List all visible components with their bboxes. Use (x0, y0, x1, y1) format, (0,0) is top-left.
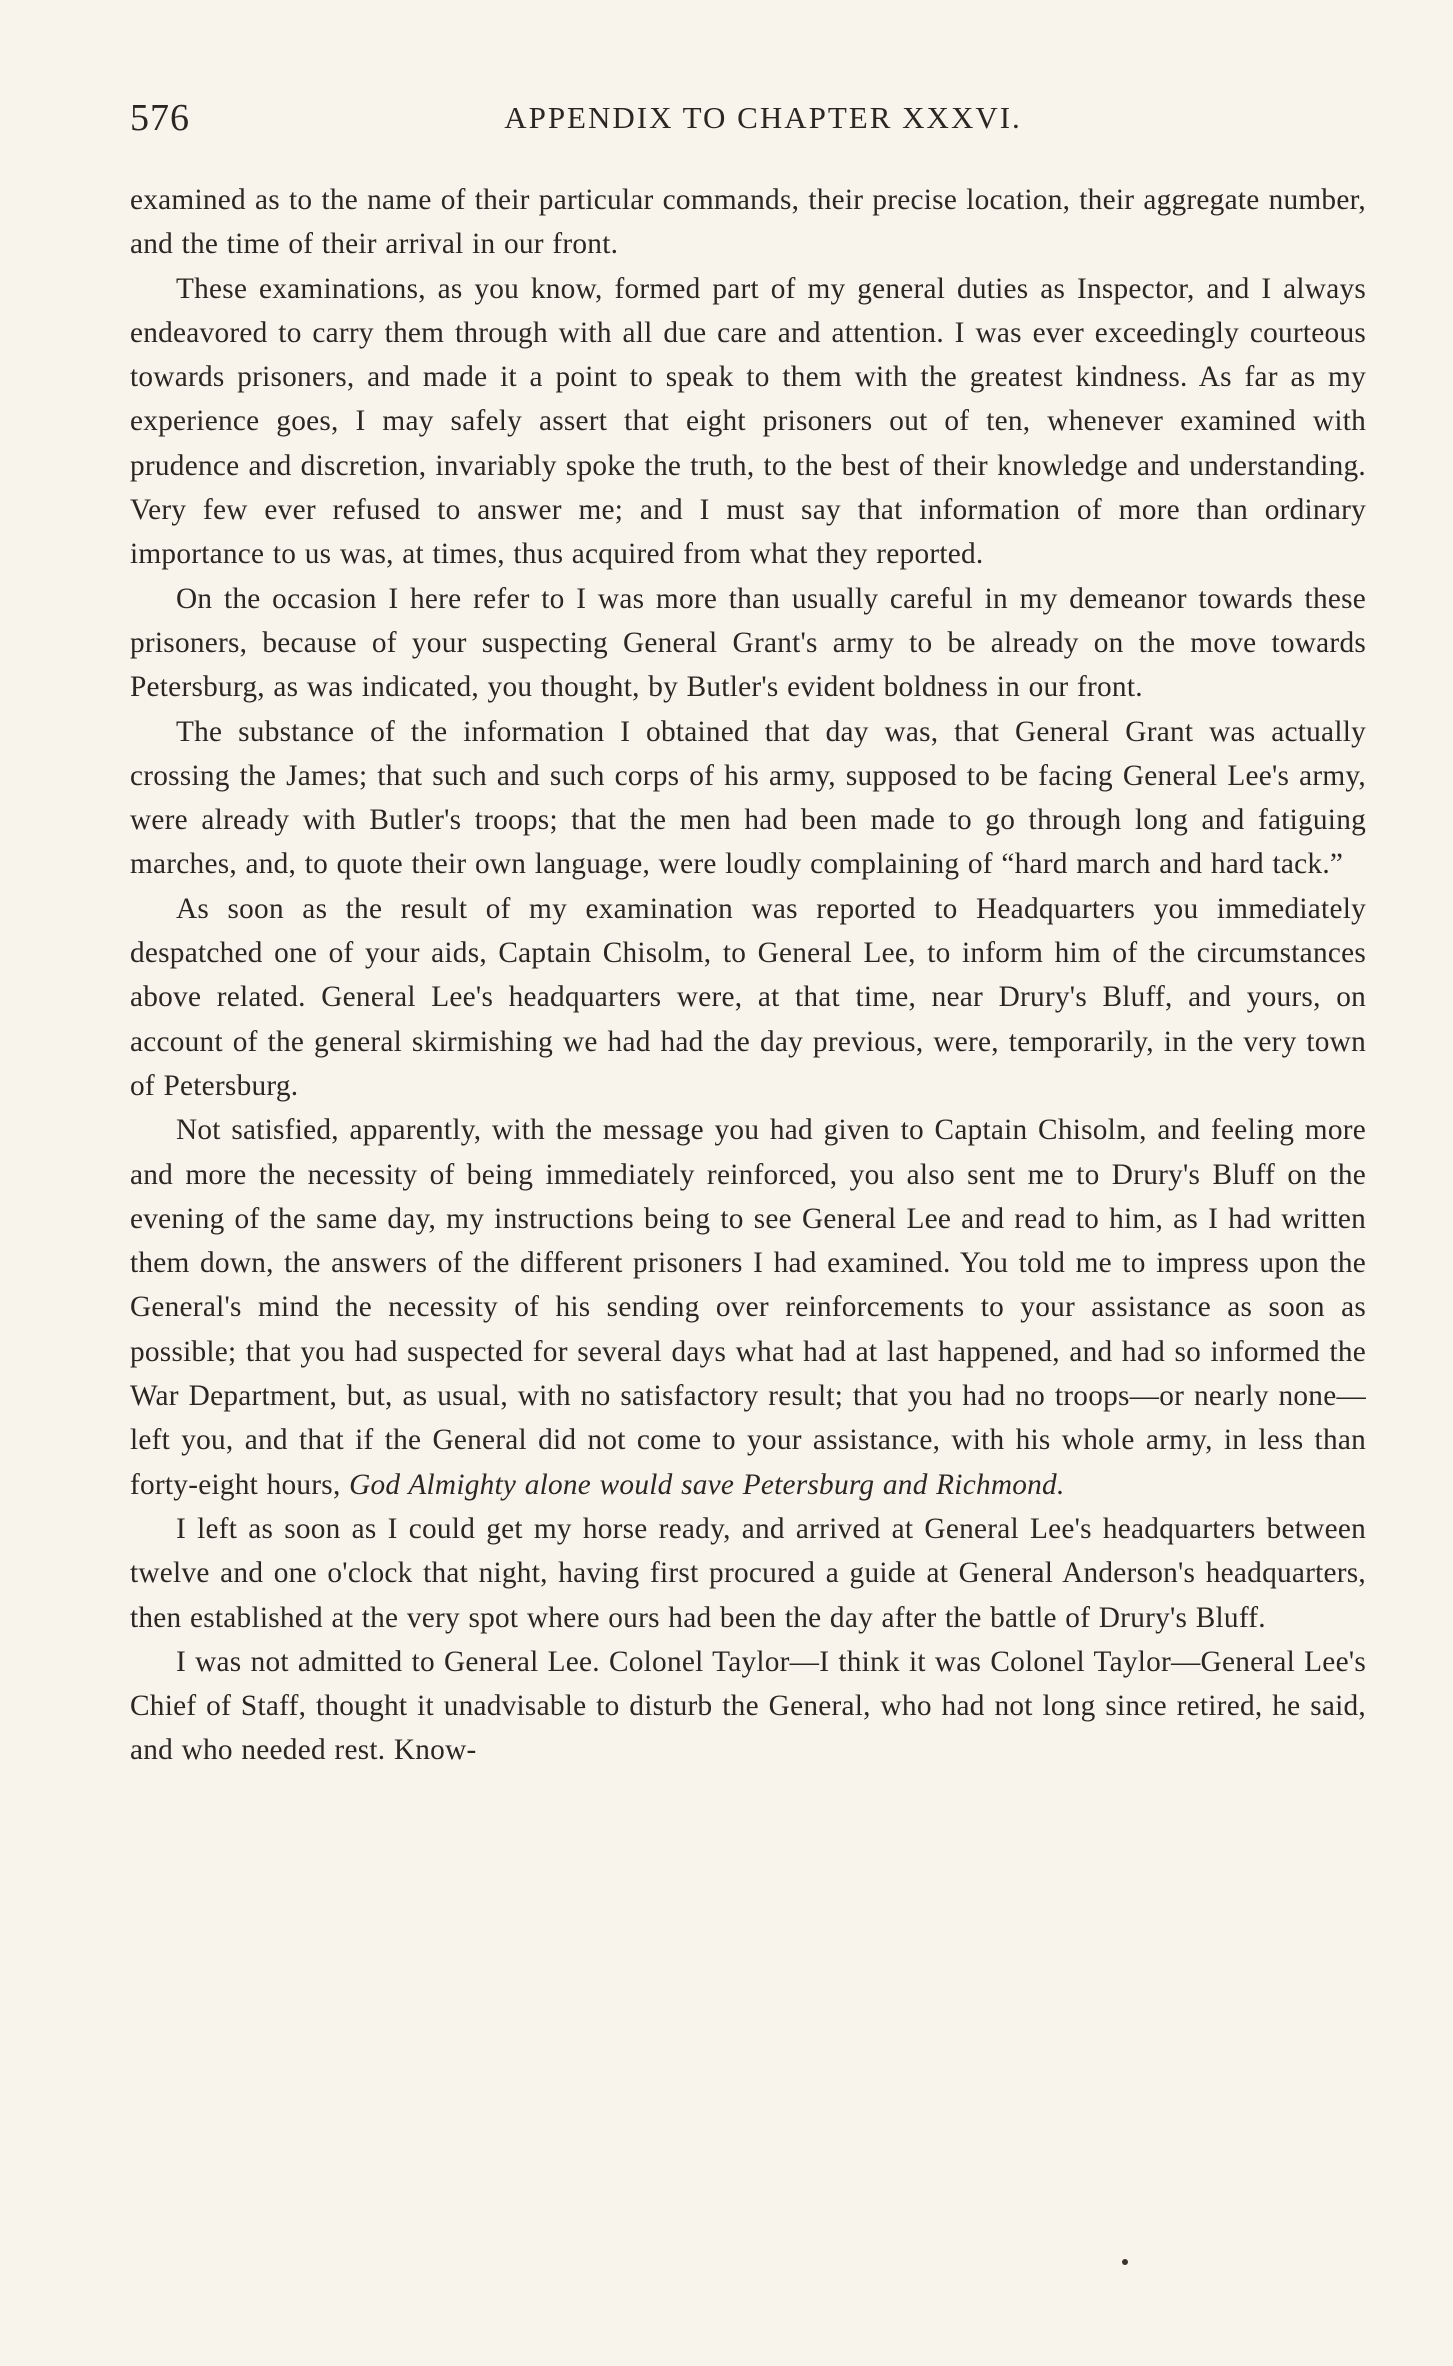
paragraph-8: I was not admitted to General Lee. Colonel Taylor—I think it was Colonel Taylor—General Lee's Chief of Staff, thought it unadvisable to disturb the General, who had not long since retired, he said, and who needed rest. Know- (130, 1645, 1366, 1767)
body-text (130, 178, 1366, 1773)
ink-speck (1122, 2259, 1128, 2265)
paragraph-4: The substance of the information I obtained that day was, that General Grant was actually crossing the James; that such and such corps of his army, supposed to be facing General Lee's army, were already with Butler's troops; that the men had been made to go through long and fatiguing marches, and, to quote their own language, were loudly complaining of “hard march and hard tack.” (130, 715, 1366, 881)
page-number: 576 (130, 97, 190, 139)
page-header (130, 88, 1366, 148)
paragraph-1: examined as to the name of their particular commands, their precise location, their aggregate number, and the time of their arrival in our front. (130, 184, 1366, 261)
running-head: APPENDIX TO CHAPTER XXXVI. (504, 100, 1022, 135)
paragraph-3: On the occasion I here refer to I was more than usually careful in my demeanor towards these prisoners, because of your suspecting General Grant's army to be already on the move towards Petersburg, as was indicated, you thought, by Butler's evident boldness in our front. (130, 582, 1366, 704)
paragraph-6-italic: God Almighty alone would save Petersburg and Richmond. (349, 1468, 1065, 1501)
paragraph-5: As soon as the result of my examination was reported to Headquarters you immediately despatched one of your aids, Captain Chisolm, to General Lee, to inform him of the circumstances above related. General Lee's headquarters were, at that time, near Drury's Bluff, and yours, on account of the general skirmishing we had had the day previous, were, temporarily, in the very town of Petersburg. (130, 892, 1366, 1102)
paragraph-2: These examinations, as you know, formed part of my general duties as Inspector, and I always endeavored to carry them through with all due care and attention. I was ever exceedingly courteous towards prisoners, and made it a point to speak to them with the greatest kindness. As far as my experience goes, I may safely assert that eight prisoners out of ten, whenever examined with prudence and discretion, invariably spoke the truth, to the best of their knowledge and understanding. Very few ever refused to answer me; and I must say that information of more than ordinary importance to us was, at times, thus acquired from what they reported. (130, 272, 1366, 571)
paragraph-7: I left as soon as I could get my horse ready, and arrived at General Lee's headquarters between twelve and one o'clock that night, having first procured a guide at General Anderson's headquarters, then established at the very spot where ours had been the day after the battle of Drury's Bluff. (130, 1512, 1366, 1634)
paragraph-6 (130, 1108, 1366, 1507)
paragraph-6-text: Not satisfied, apparently, with the message you had given to Captain Chisolm, and feeling more and more the necessity of being immediately reinforced, you also sent me to Drury's Bluff on the evening of the same day, my instructions being to see General Lee and read to him, as I had written them down, the answers of the different prisoners I had examined. You told me to impress upon the General's mind the necessity of his sending over reinforcements to your assistance as soon as possible; that you had suspected for several days what had at last happened, and had so informed the War Department, but, as usual, with no satisfactory result; that you had no troops—or nearly none—left you, and that if the General did not come to your assistance, with his whole army, in less than forty-eight hours, (130, 1114, 1366, 1501)
